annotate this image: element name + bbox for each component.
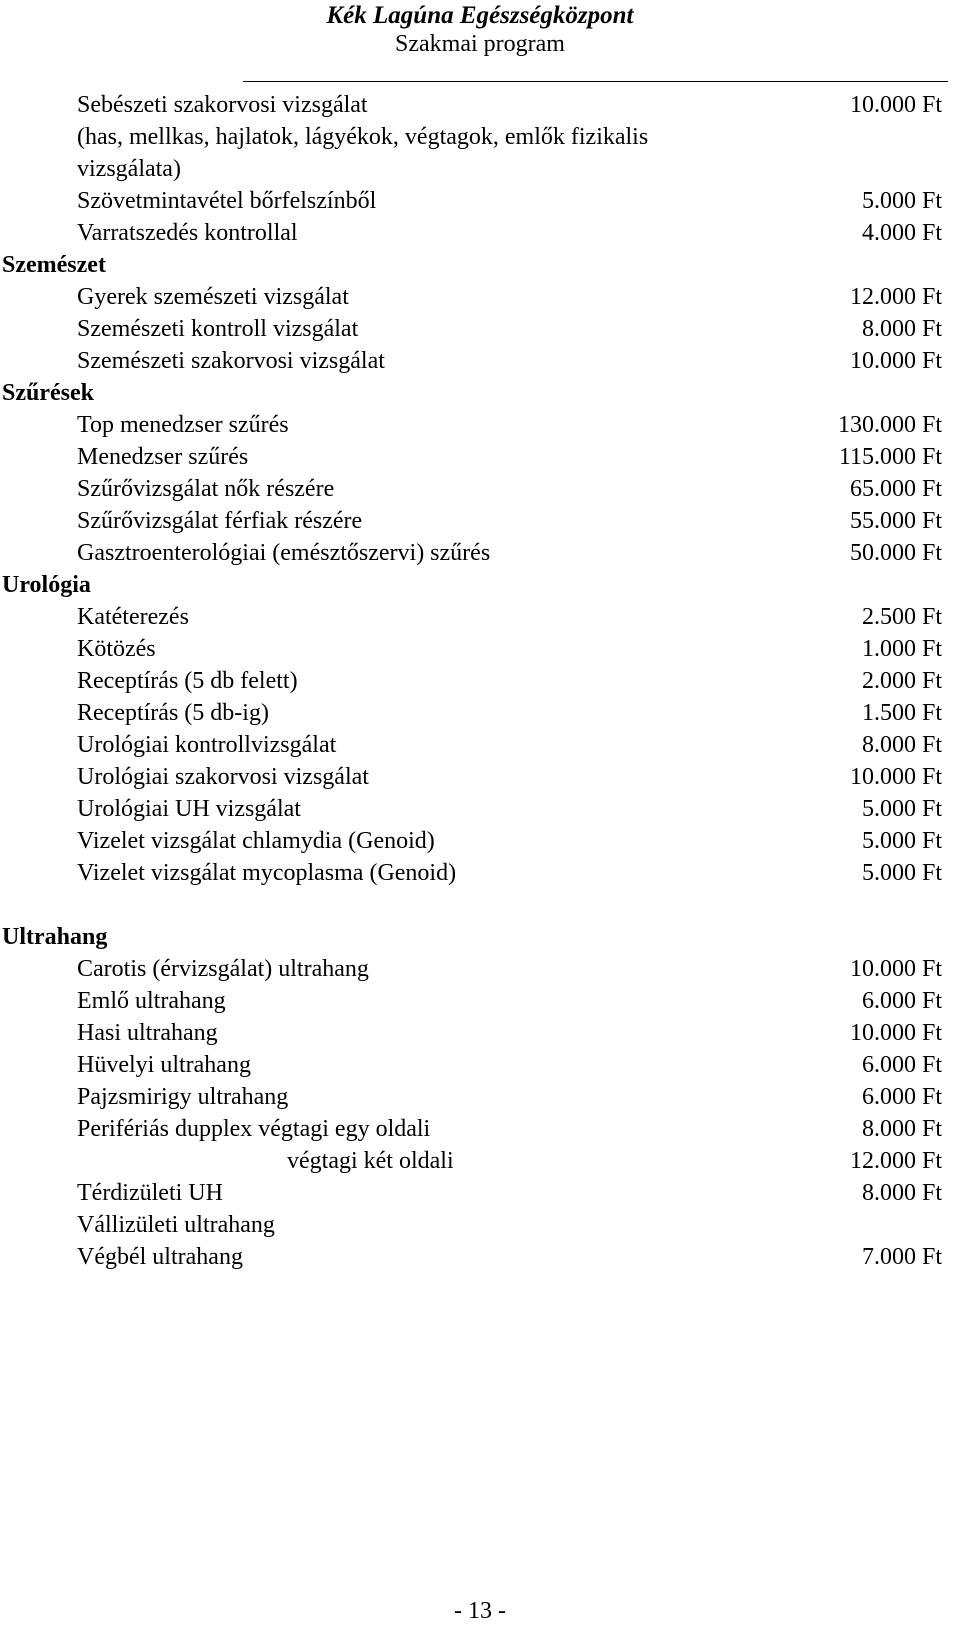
service-price: 130.000 Ft (837, 412, 942, 438)
service-name: Emlő ultrahang (77, 988, 226, 1014)
price-list-row (0, 857, 960, 889)
service-price: 12.000 Ft (849, 1148, 942, 1174)
price-list-row (0, 505, 960, 537)
service-price: 5.000 Ft (861, 188, 942, 214)
service-price: 6.000 Ft (861, 1084, 942, 1110)
section-heading: Ultrahang (2, 924, 108, 950)
service-name: Térdizületi UH (77, 1180, 223, 1206)
service-price: 5.000 Ft (861, 796, 942, 822)
service-price: 6.000 Ft (861, 1052, 942, 1078)
price-list-row (0, 1177, 960, 1209)
price-list-row (0, 761, 960, 793)
service-price: 1.500 Ft (861, 700, 942, 726)
price-list-row (0, 313, 960, 345)
service-name: végtagi két oldali (287, 1148, 454, 1174)
price-list-row (0, 441, 960, 473)
price-list-row (0, 825, 960, 857)
price-list-row (0, 345, 960, 377)
service-name: Vizelet vizsgálat mycoplasma (Genoid) (77, 860, 457, 886)
service-price: 4.000 Ft (861, 220, 942, 246)
service-name: Kötözés (77, 636, 156, 662)
spacer-row (0, 889, 960, 921)
service-price: 8.000 Ft (861, 316, 942, 342)
service-price: 55.000 Ft (849, 508, 942, 534)
price-list-row (0, 1081, 960, 1113)
price-list-row (0, 153, 960, 185)
document-subtitle: Szakmai program (395, 31, 565, 57)
service-price: 10.000 Ft (849, 1020, 942, 1046)
page-number: - 13 - (454, 1598, 506, 1624)
section-heading-row (0, 921, 960, 953)
service-name: vizsgálata) (77, 156, 181, 182)
service-price: 10.000 Ft (849, 764, 942, 790)
section-heading: Urológia (2, 572, 91, 598)
service-name: Sebészeti szakorvosi vizsgálat (77, 92, 368, 118)
organization-title: Kék Lagúna Egészségközpont (326, 2, 634, 29)
service-price: 2.500 Ft (861, 604, 942, 630)
price-list-row (0, 185, 960, 217)
service-price: 8.000 Ft (861, 1180, 942, 1206)
section-heading-row (0, 249, 960, 281)
service-name: (has, mellkas, hajlatok, lágyékok, végtagok, emlők fizikalis (77, 124, 649, 150)
price-list-row (0, 985, 960, 1017)
service-name: Top menedzser szűrés (77, 412, 289, 438)
service-name: Perifériás dupplex végtagi egy oldali (77, 1116, 431, 1142)
service-price: 65.000 Ft (849, 476, 942, 502)
service-name: Gasztroenterológiai (emésztőszervi) szűrés (77, 540, 491, 566)
price-list-row (0, 409, 960, 441)
service-price: 2.000 Ft (861, 668, 942, 694)
price-list-row (0, 729, 960, 761)
service-name: Szűrővizsgálat férfiak részére (77, 508, 363, 534)
price-list-row (0, 697, 960, 729)
service-name: Varratszedés kontrollal (77, 220, 298, 246)
service-price: 10.000 Ft (849, 348, 942, 374)
service-name: Katéterezés (77, 604, 189, 630)
service-name: Receptírás (5 db-ig) (77, 700, 269, 726)
price-list-row (0, 89, 960, 121)
service-name: Urológiai UH vizsgálat (77, 796, 301, 822)
service-price: 12.000 Ft (849, 284, 942, 310)
price-list (0, 89, 960, 1273)
service-name: Gyerek szemészeti vizsgálat (77, 284, 349, 310)
service-price: 8.000 Ft (861, 1116, 942, 1142)
service-price: 5.000 Ft (861, 828, 942, 854)
service-name: Menedzser szűrés (77, 444, 249, 470)
header-rule (243, 81, 948, 82)
service-name: Carotis (érvizsgálat) ultrahang (77, 956, 369, 982)
price-list-row (0, 793, 960, 825)
price-list-row (0, 217, 960, 249)
price-list-row (0, 121, 960, 153)
service-name: Szűrővizsgálat nők részére (77, 476, 335, 502)
service-name: Urológiai kontrollvizsgálat (77, 732, 337, 758)
service-price: 1.000 Ft (861, 636, 942, 662)
price-list-row (0, 1017, 960, 1049)
service-price: 7.000 Ft (861, 1244, 942, 1270)
section-heading-row (0, 377, 960, 409)
price-list-row (0, 1241, 960, 1273)
price-list-row (0, 1113, 960, 1145)
section-heading-row (0, 569, 960, 601)
service-price: 115.000 Ft (838, 444, 942, 470)
service-price: 8.000 Ft (861, 732, 942, 758)
service-name: Hasi ultrahang (77, 1020, 218, 1046)
service-name: Receptírás (5 db felett) (77, 668, 298, 694)
service-name: Vizelet vizsgálat chlamydia (Genoid) (77, 828, 435, 854)
section-heading: Szűrések (2, 380, 94, 406)
service-price: 50.000 Ft (849, 540, 942, 566)
service-name: Urológiai szakorvosi vizsgálat (77, 764, 369, 790)
price-list-row (0, 281, 960, 313)
service-price: 10.000 Ft (849, 92, 942, 118)
service-name: Szemészeti kontroll vizsgálat (77, 316, 359, 342)
price-list-row (0, 1209, 960, 1241)
price-list-row (0, 473, 960, 505)
service-price: 10.000 Ft (849, 956, 942, 982)
service-name: Szemészeti szakorvosi vizsgálat (77, 348, 385, 374)
service-price: 5.000 Ft (861, 860, 942, 886)
price-list-row (0, 633, 960, 665)
price-list-row (0, 1145, 960, 1177)
service-name: Szövetmintavétel bőrfelszínből (77, 188, 377, 214)
price-list-row (0, 601, 960, 633)
service-price: 6.000 Ft (861, 988, 942, 1014)
section-heading: Szemészet (2, 252, 106, 278)
price-list-row (0, 1049, 960, 1081)
price-list-row (0, 537, 960, 569)
service-name: Vállizületi ultrahang (77, 1212, 275, 1238)
price-list-row (0, 953, 960, 985)
service-name: Pajzsmirigy ultrahang (77, 1084, 289, 1110)
service-name: Hüvelyi ultrahang (77, 1052, 251, 1078)
price-list-row (0, 665, 960, 697)
service-name: Végbél ultrahang (77, 1244, 243, 1270)
